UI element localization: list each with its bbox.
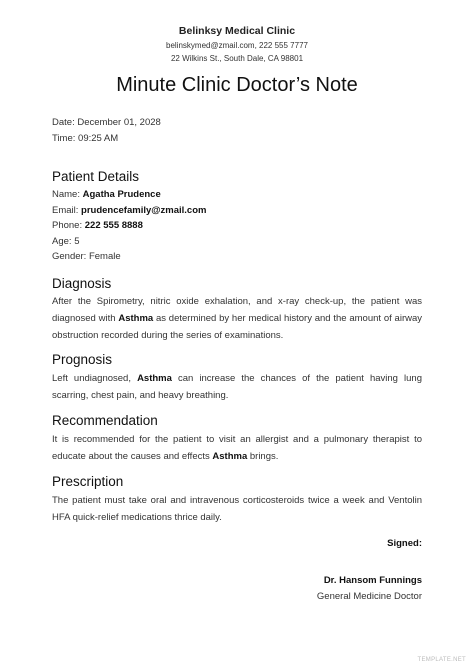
prescription-heading: Prescription (52, 474, 124, 489)
patient-name-label: Name: (52, 189, 80, 200)
recommendation-heading: Recommendation (52, 413, 158, 428)
patient-phone-label: Phone: (52, 220, 83, 231)
watermark: TEMPLATE.NET (417, 657, 466, 663)
clinic-name: Belinksy Medical Clinic (178, 25, 296, 37)
patient-gender-line (52, 251, 121, 262)
patient-gender-label: Gender: (52, 251, 87, 262)
prognosis-heading: Prognosis (52, 352, 113, 367)
recommendation-text (52, 431, 422, 465)
patient-email-label: Email: (52, 205, 79, 216)
doctor-name: Dr. Hansom Funnings (323, 575, 422, 586)
patient-phone-value: 222 555 8888 (84, 220, 143, 231)
diagnosis-text (52, 293, 422, 344)
date-value: December 01, 2028 (77, 117, 161, 128)
recommendation-text-part-2: brings. (249, 451, 279, 462)
patient-phone-line (52, 220, 143, 231)
diagnosis-heading: Diagnosis (52, 276, 112, 291)
patient-gender-value: Female (88, 251, 121, 262)
prognosis-keyword: Asthma (137, 373, 172, 384)
patient-name-line (52, 189, 161, 200)
prognosis-text-part-1: Left undiagnosed, (52, 373, 131, 384)
diagnosis-keyword: Asthma (118, 313, 154, 324)
patient-age-label: Age: (52, 236, 72, 247)
document-title: Minute Clinic Doctor’s Note (116, 74, 358, 96)
time-line (52, 133, 118, 144)
time-label: Time: (52, 133, 76, 144)
prognosis-text-part-2: can increase the chances of the patient having lung scarring, chest pain, and heavy breathing. (52, 373, 422, 401)
date-label: Date: (52, 117, 75, 128)
diagnosis-text-part-1: After the Spirometry, nitric oxide exhalation, and x-ray check-up, the patient was diagnosed with (52, 296, 422, 324)
recommendation-text-part-1: It is recommended for the patient to visit an allergist and a pulmonary therapist to educate about the causes and effects (52, 434, 422, 462)
patient-email-line (52, 205, 206, 216)
date-line (52, 117, 161, 128)
signed-label: Signed: (387, 538, 422, 549)
patient-name-value: Agatha Prudence (82, 189, 161, 200)
diagnosis-text-part-2: as determined by her medical history and the amount of airway obstruction recorded during the series of examinations. (52, 313, 422, 341)
clinic-address: 22 Wilkins St., South Dale, CA 98801 (170, 54, 304, 63)
doctor-title: General Medicine Doctor (316, 591, 422, 602)
patient-email-value: prudencefamily@zmail.com (81, 205, 207, 216)
time-value: 09:25 AM (78, 133, 119, 144)
clinic-contact: belinskymed@zmail.com, 222 555 7777 (166, 41, 308, 50)
patient-age-line (52, 236, 79, 247)
recommendation-keyword: Asthma (212, 451, 248, 462)
prescription-text: The patient must take oral and intravenous corticosteroids twice a week and Ventolin HFA quick-relief medications thrice daily. (52, 495, 422, 523)
patient-details-heading: Patient Details (52, 169, 140, 184)
patient-age-value: 5 (74, 236, 80, 247)
prognosis-text (52, 370, 422, 404)
